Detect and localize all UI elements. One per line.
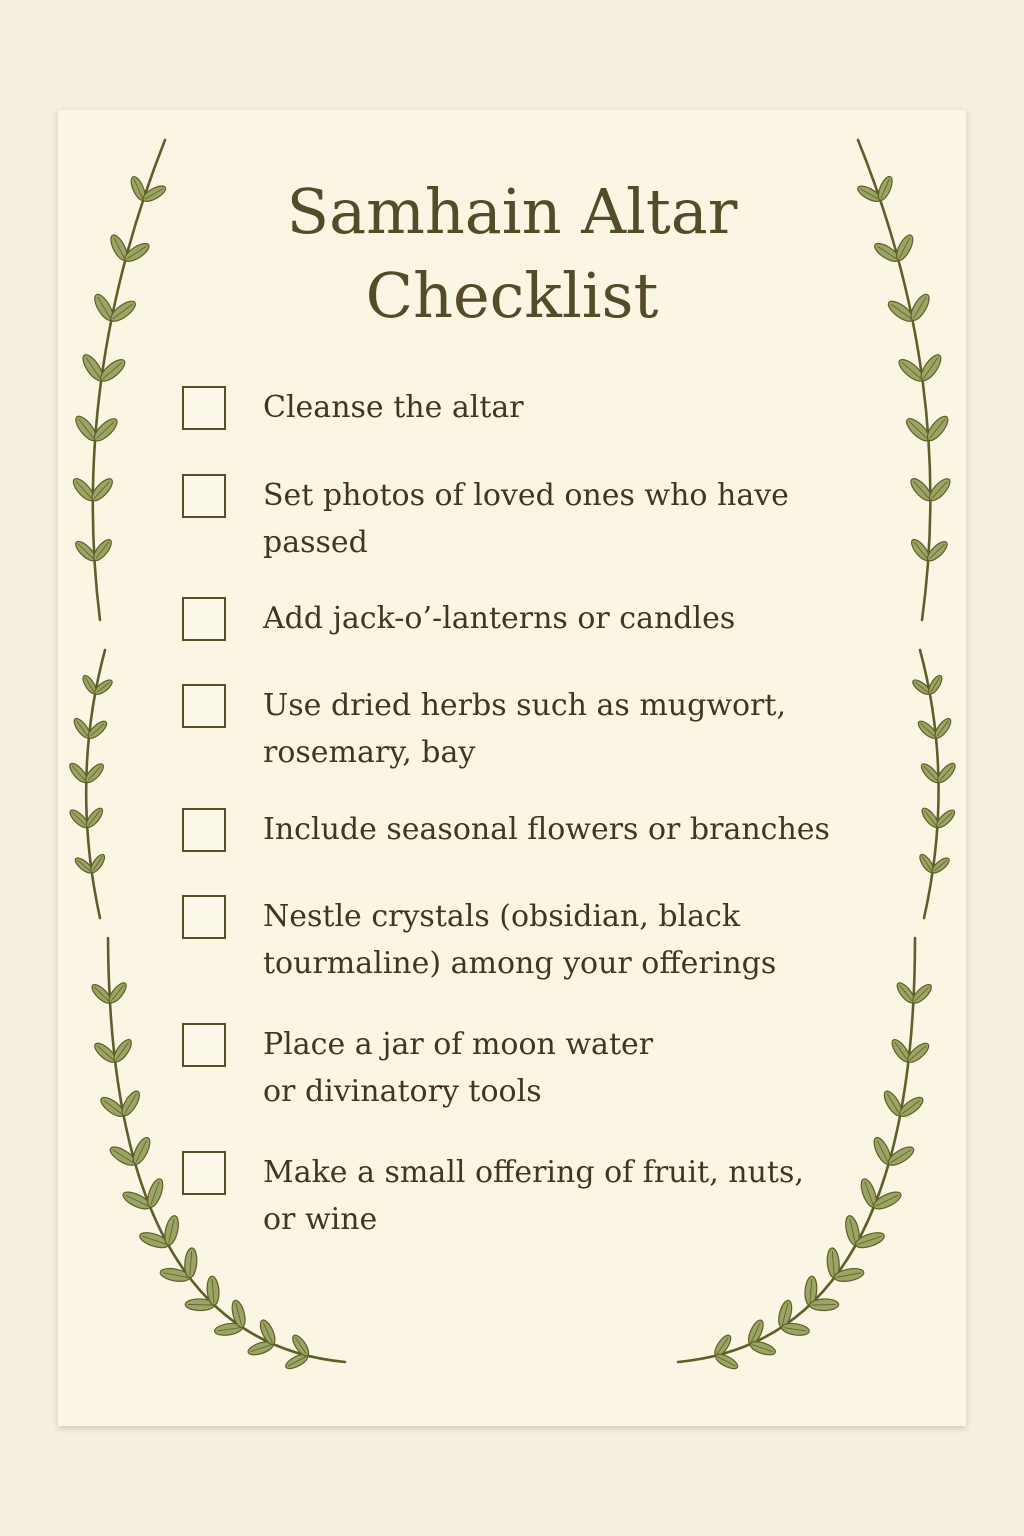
leaf: [810, 1299, 839, 1311]
checkbox[interactable]: [182, 1151, 226, 1195]
title-line-2: Checklist: [365, 259, 659, 332]
checklist-item-label: Nestle crystals (obsidian, black tourmaline) among your offerings: [263, 899, 777, 981]
leaf: [162, 1214, 180, 1246]
checklist-item-label: Make a small offering of fruit, nuts, or wine: [263, 1155, 804, 1237]
checkbox[interactable]: [182, 597, 226, 641]
page-title: [0, 170, 1024, 338]
checkbox[interactable]: [182, 684, 226, 728]
checklist-item-label: Set photos of loved ones who have passed: [263, 478, 789, 560]
leaf: [257, 1318, 278, 1346]
checklist-item-label: Cleanse the altar: [263, 390, 524, 425]
leaf: [184, 1248, 198, 1279]
checkbox[interactable]: [182, 1023, 226, 1067]
leaf: [145, 1177, 166, 1209]
leaf: [781, 1322, 810, 1337]
checkbox[interactable]: [182, 808, 226, 852]
leaf: [130, 1135, 153, 1166]
leaf: [871, 1189, 903, 1213]
leaf: [714, 1351, 740, 1371]
checkbox[interactable]: [182, 895, 226, 939]
checklist-item-label: Include seasonal flowers or branches: [263, 812, 830, 847]
leaf: [749, 1339, 777, 1357]
checkbox[interactable]: [182, 474, 226, 518]
checklist-item-label: Place a jar of moon water or divinatory tools: [263, 1027, 654, 1109]
title-line-1: Samhain Altar: [286, 175, 738, 248]
checklist-item-label: Use dried herbs such as mugwort, rosemary, bay: [263, 688, 786, 770]
checkbox[interactable]: [182, 386, 226, 430]
checklist-item-label: Add jack-o’-lanterns or candles: [263, 601, 736, 636]
